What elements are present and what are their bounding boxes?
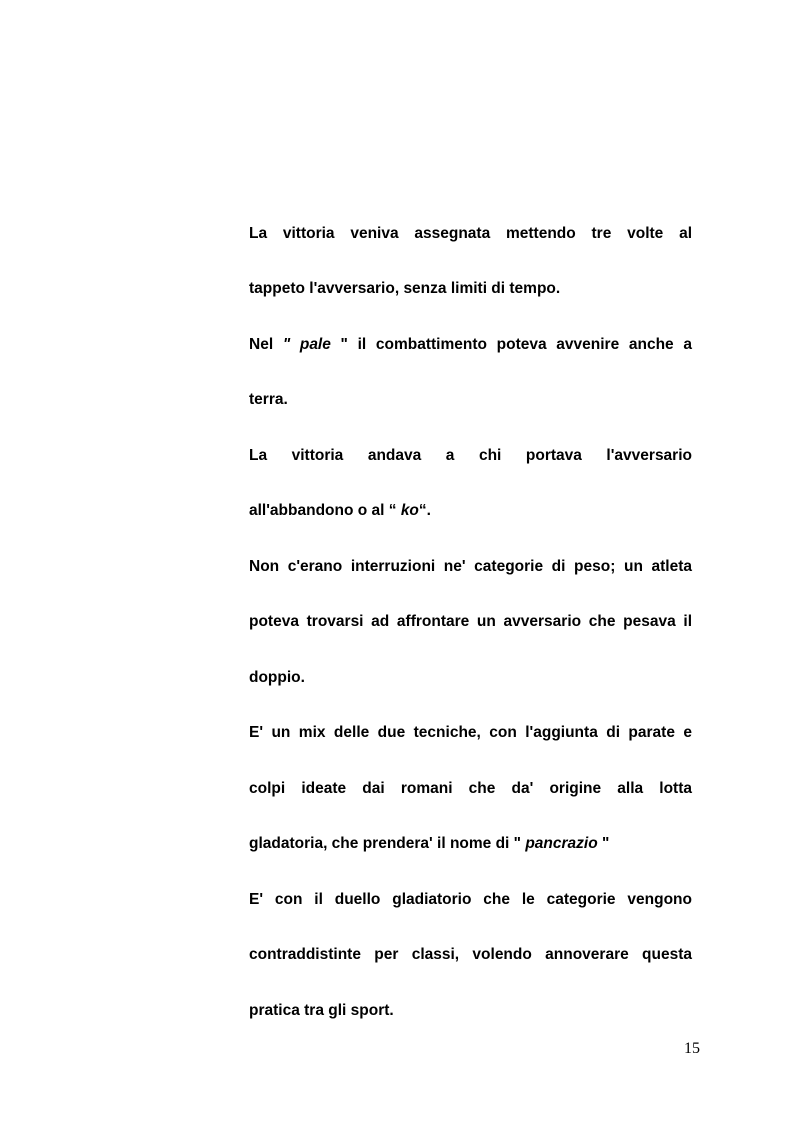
text-line bbox=[249, 834, 692, 854]
text-segment: " bbox=[602, 835, 610, 852]
text-line: terra. bbox=[249, 391, 288, 408]
text-segment: “. bbox=[418, 502, 431, 519]
text-line: La vittoria andava a chi portava l'avversario bbox=[249, 447, 692, 464]
italic-term: pancrazio bbox=[525, 835, 602, 852]
text-segment: Nel bbox=[249, 336, 283, 353]
text-line bbox=[249, 335, 692, 355]
text-line: tappeto l'avversario, senza limiti di tempo. bbox=[249, 280, 561, 297]
text-segment: all'abbandono o al “ bbox=[249, 502, 401, 519]
page-number: 15 bbox=[684, 1040, 700, 1057]
text-line: La vittoria veniva assegnata mettendo tre volte al bbox=[249, 225, 692, 242]
text-line: doppio. bbox=[249, 669, 305, 686]
text-segment: gladatoria, che prendera' il nome di " bbox=[249, 835, 526, 852]
text-line: poteva trovarsi ad affrontare un avversario che pesava il bbox=[249, 613, 692, 630]
text-line: Non c'erano interruzioni ne' categorie di peso; un atleta bbox=[249, 558, 692, 575]
text-line: pratica tra gli sport. bbox=[249, 1002, 394, 1019]
italic-term: ko bbox=[400, 502, 419, 519]
text-line: contraddistinte per classi, volendo annoverare questa bbox=[249, 946, 692, 963]
text-line: E' un mix delle due tecniche, con l'aggiunta di parate e bbox=[249, 724, 692, 741]
text-line: colpi ideate dai romani che da' origine alla lotta bbox=[249, 780, 692, 797]
text-segment: " il combattimento poteva avvenire anche a bbox=[340, 336, 692, 353]
italic-term: " pale bbox=[282, 336, 341, 353]
text-line bbox=[249, 501, 692, 521]
text-line: E' con il duello gladiatorio che le categorie vengono bbox=[249, 891, 692, 908]
